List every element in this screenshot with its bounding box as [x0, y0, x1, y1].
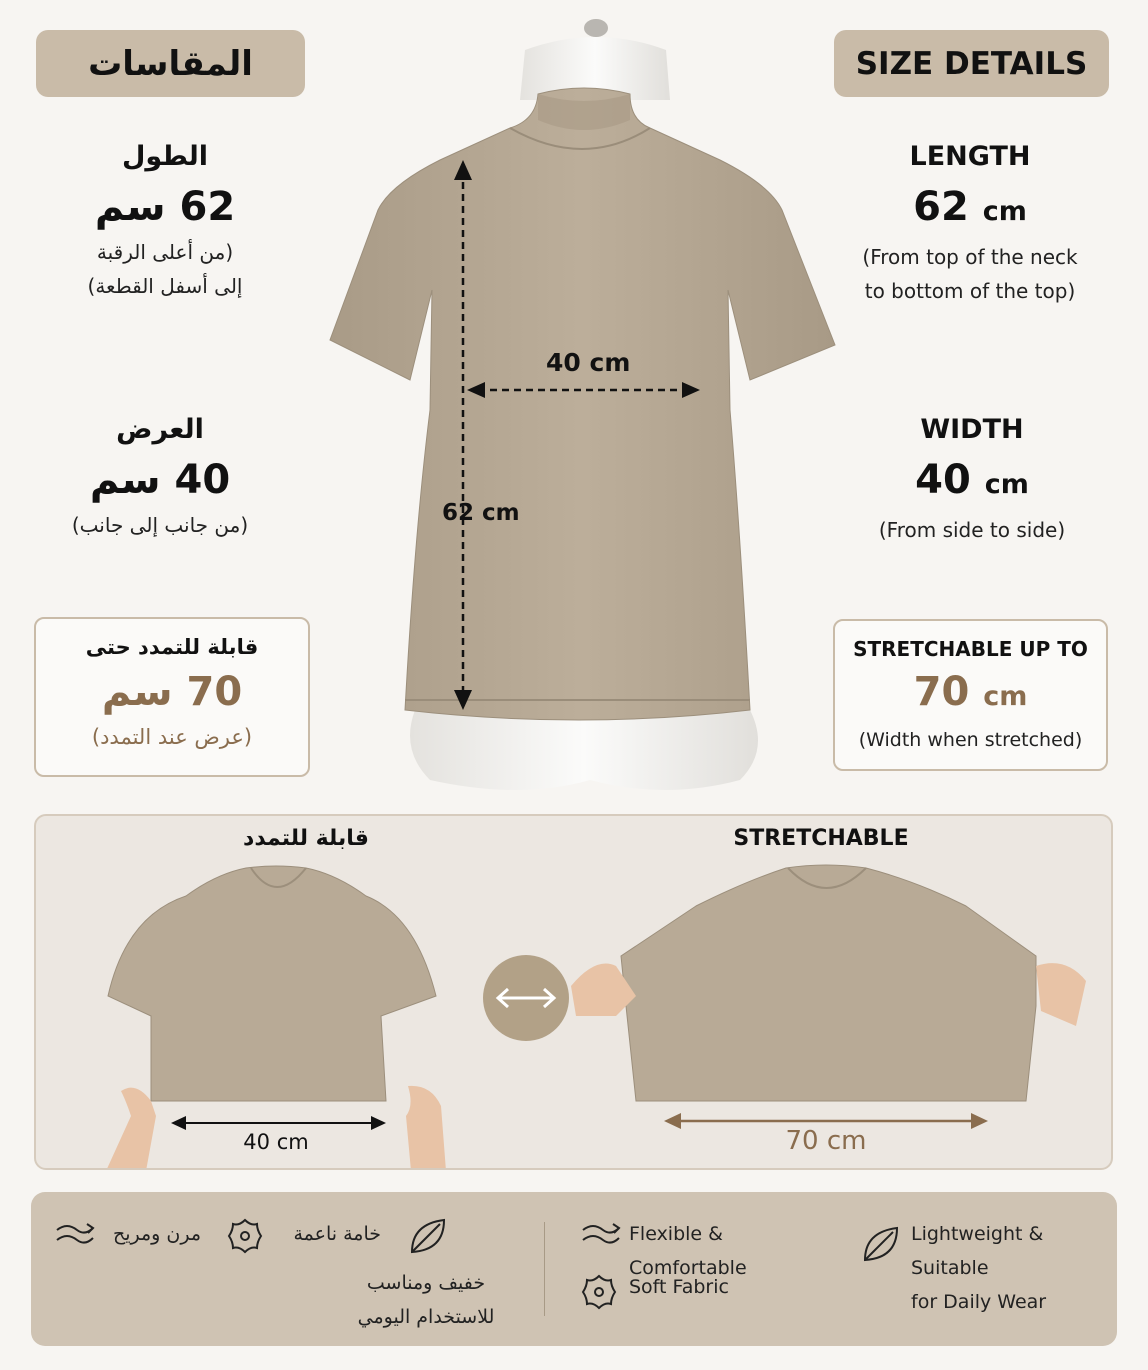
en-stretch-number: 70: [913, 669, 970, 715]
soft-fabric-flower-icon: [579, 1272, 619, 1312]
ar-stretch-box: [34, 617, 310, 777]
ar-stretch-note: (عرض عند التمدد): [91, 725, 253, 749]
ar-length-label: الطول: [121, 141, 209, 172]
flexible-wave-icon: [53, 1220, 97, 1250]
en-stretch-box: [833, 619, 1108, 771]
normal-shirt: [108, 866, 436, 1101]
leaf-icon: [406, 1214, 450, 1258]
en-title-pill: [834, 30, 1109, 97]
soft-fabric-flower-icon: [225, 1216, 265, 1256]
en-length-number: 62: [913, 184, 969, 230]
stretch-illustration: [36, 816, 1113, 1170]
ar-length-value: 62 سم: [94, 184, 236, 230]
ar-flexible-text: مرن ومريح: [112, 1223, 201, 1245]
en-length-label: LENGTH: [909, 141, 1031, 172]
en-light-text: [911, 1217, 1111, 1319]
ar-page-title: المقاسات: [88, 43, 253, 84]
en-length-note-2: to bottom of the top): [864, 279, 1076, 303]
stretched-width-text: 70 cm: [785, 1126, 867, 1156]
ar-length-note-2: إلى أسفل القطعة): [87, 274, 243, 298]
en-page-title: SIZE DETAILS: [855, 45, 1088, 82]
en-length-unit: cm: [982, 196, 1027, 227]
ar-title-pill: [36, 30, 305, 97]
en-width-unit: cm: [984, 469, 1029, 500]
en-length-value: [840, 179, 1100, 240]
en-stretch-unit: cm: [983, 681, 1028, 712]
main-shirt: [330, 88, 835, 720]
en-stretch-note: (Width when stretched): [858, 729, 1083, 751]
right-hand-2: [1036, 963, 1086, 1026]
en-flexible-text: Flexible & Comfortable: [629, 1223, 747, 1279]
ar-light-text: [336, 1266, 516, 1334]
ar-soft-text: خامة ناعمة: [293, 1223, 381, 1245]
stretch-comparison-panel: [34, 814, 1113, 1170]
stretched-shirt: [621, 865, 1036, 1101]
en-width-value: [840, 452, 1104, 513]
en-width-label: WIDTH: [920, 414, 1024, 445]
ar-length-note-1: (من أعلى الرقبة: [96, 240, 234, 264]
en-stretch-value: [835, 665, 1106, 724]
en-stretch-label: STRETCHABLE UP TO: [853, 637, 1088, 661]
en-length-note-1: (From top of the neck: [862, 245, 1078, 269]
main-shirt-figure: [320, 10, 840, 810]
ar-width-value: 40 سم: [89, 457, 231, 503]
normal-width-label: 40 cm: [243, 1130, 309, 1154]
en-width-block: [840, 408, 1104, 547]
en-width-note: (From side to side): [878, 518, 1066, 542]
ar-stretch-value: 70 سم: [101, 669, 243, 715]
ar-width-block: [20, 408, 300, 542]
stretch-panel-en-title: STRETCHABLE: [733, 826, 909, 851]
features-bar: [31, 1192, 1117, 1346]
en-light-line-2: for Daily Wear: [911, 1291, 1047, 1313]
en-length-block: [840, 135, 1100, 308]
en-soft-text: Soft Fabric: [629, 1276, 729, 1298]
right-hand-1: [406, 1086, 446, 1170]
ar-light-line-2: للاستخدام اليومي: [357, 1306, 495, 1328]
flexible-wave-icon: [579, 1220, 623, 1250]
en-light-line-1: Lightweight & Suitable: [911, 1223, 1044, 1279]
ar-width-label: العرض: [116, 414, 204, 445]
stretch-panel-ar-title: قابلة للتمدد: [243, 826, 369, 851]
stretched-width-label: [766, 1126, 886, 1156]
main-length-label: 62 cm: [442, 500, 520, 526]
ar-length-block: [20, 135, 310, 303]
leaf-icon: [859, 1222, 903, 1266]
en-width-number: 40: [915, 457, 971, 503]
left-hand-1: [106, 1088, 156, 1170]
ar-width-note: (من جانب إلى جانب): [71, 513, 249, 537]
ar-light-line-1: خفيف ومناسب: [366, 1272, 486, 1294]
main-width-label: 40 cm: [546, 348, 631, 377]
divider: [544, 1222, 545, 1316]
ar-stretch-label: قابلة للتمدد حتى: [85, 635, 259, 659]
